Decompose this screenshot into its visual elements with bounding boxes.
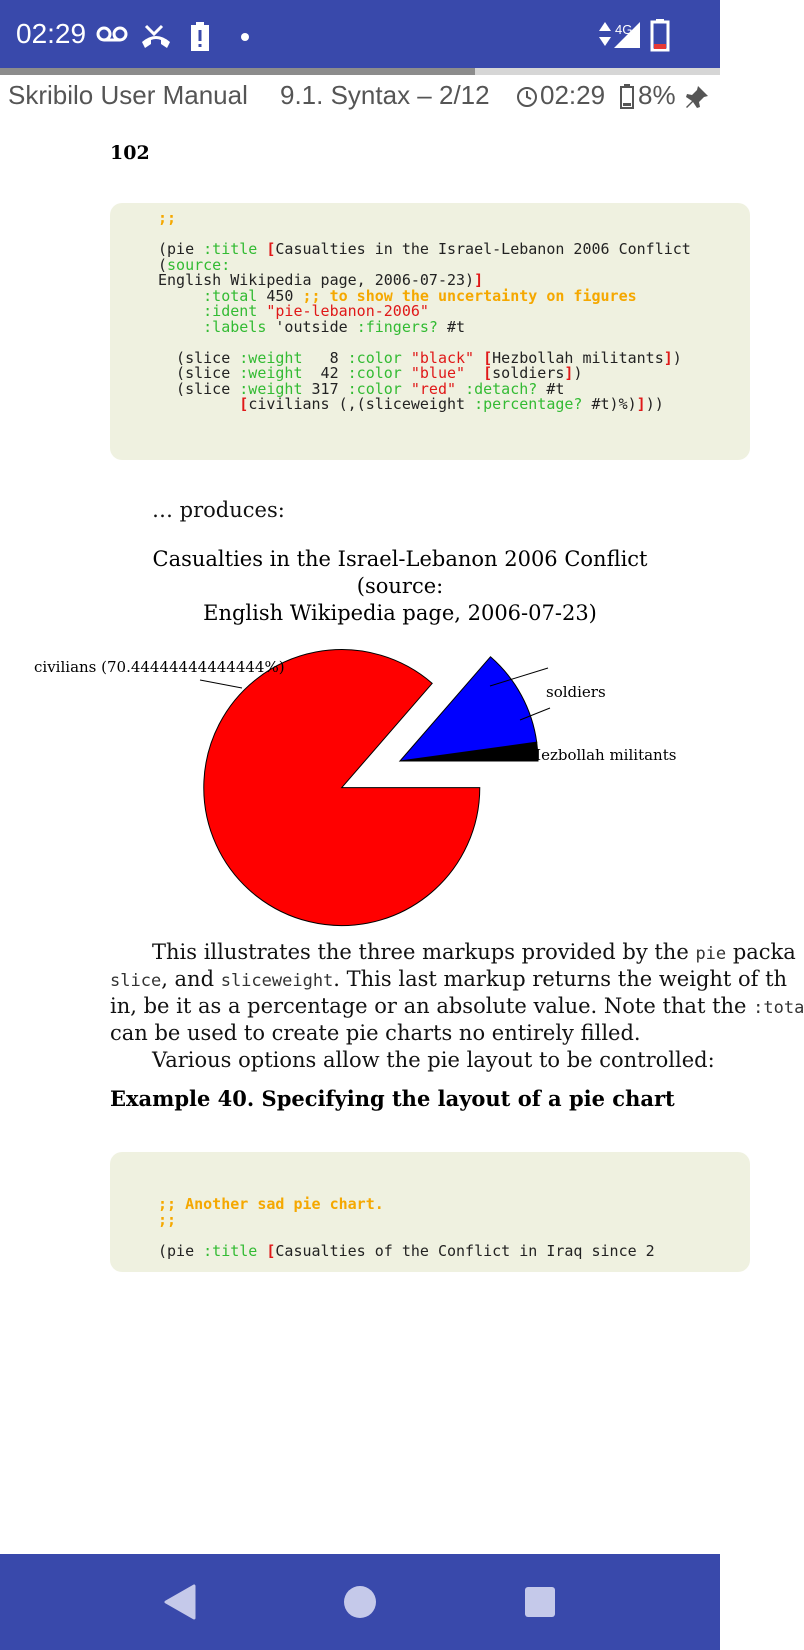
paragraph-line-4: can be used to create pie charts no entirely filled.	[110, 1021, 641, 1045]
text-run: This illustrates the three markups provided by the	[152, 940, 696, 964]
code-token: :weight	[239, 364, 303, 382]
code-token: (slice	[158, 348, 240, 367]
code-token: :percentage?	[474, 395, 583, 413]
inline-code: pie	[695, 944, 727, 964]
label-leader-line	[200, 680, 242, 688]
pie-chart	[0, 600, 720, 900]
inline-code: :tota	[753, 998, 804, 1018]
battery-small-icon	[619, 84, 635, 110]
code-token: Hezbollah militants	[492, 348, 664, 367]
paragraph-line-3	[110, 994, 804, 1018]
code-token: ;; to show the uncertainty on figures	[302, 286, 637, 305]
slice-soldiers	[400, 657, 537, 761]
code-line	[158, 397, 691, 413]
code-line	[158, 1197, 655, 1213]
text-run: , and	[161, 967, 221, 991]
signal-icon	[612, 20, 642, 50]
slice-civilians	[204, 650, 480, 926]
home-button[interactable]	[342, 1584, 378, 1620]
paragraph-line-1	[152, 940, 796, 964]
code-token: :color	[347, 364, 402, 382]
code-token: )	[672, 348, 682, 367]
chart-title-line-1: Casualties in the Israel-Lebanon 2006 Conflict (source:	[152, 547, 648, 598]
voicemail-icon	[96, 26, 128, 42]
code-token: soldiers	[492, 364, 565, 382]
code-token: English Wikipedia page, 2006-07-23)	[158, 271, 475, 289]
text-run: packa	[726, 940, 796, 964]
status-bar	[0, 0, 720, 70]
code-block-layout-example	[110, 1152, 750, 1272]
reader-clock: 02:29	[540, 80, 606, 110]
example-heading: Example 40. Specifying the layout of a pie chart	[110, 1086, 675, 1111]
code-token: source:	[167, 255, 231, 274]
code-token: :color	[347, 348, 402, 367]
text-run: . This last markup returns the weight of th	[333, 967, 788, 991]
code-token: :total	[203, 286, 258, 305]
code-token: ]	[636, 395, 646, 413]
code-token: :title	[203, 1241, 258, 1260]
code-token: )	[573, 364, 583, 382]
code-token: "black"	[410, 348, 475, 367]
code-token: ;;	[158, 209, 177, 227]
data-arrows-icon	[598, 20, 612, 48]
code-token: [	[239, 395, 249, 413]
code-token: ;; Another sad pie chart.	[158, 1195, 384, 1213]
paragraph-line-2	[110, 967, 787, 991]
battery-alert-icon	[190, 22, 212, 52]
reader-battery: 8%	[638, 80, 676, 110]
code-token: ]	[474, 271, 484, 289]
back-button[interactable]	[162, 1584, 198, 1620]
code-token: :ident	[203, 302, 258, 320]
code-token: #t)%)	[582, 395, 637, 413]
slice-label: Hezbollah militants	[528, 746, 677, 764]
code-token: ]	[564, 364, 574, 382]
code-token: (slice	[158, 364, 240, 382]
code-token: "pie-lebanon-2006"	[266, 302, 429, 320]
reader-info-bar	[0, 76, 720, 116]
produces-text: … produces:	[152, 498, 285, 522]
inline-code: sliceweight	[220, 971, 334, 991]
code-line	[158, 242, 691, 258]
missed-call-icon	[140, 22, 172, 50]
code-lines	[158, 211, 691, 413]
clock-icon	[516, 86, 538, 108]
code-token: [	[266, 240, 276, 258]
book-title: Skribilo User Manual	[8, 80, 248, 110]
code-token: #t	[537, 379, 565, 398]
chart-title-line-2: English Wikipedia page, 2006-07-23)	[203, 601, 597, 625]
reading-progress-fill	[0, 68, 475, 75]
code-token: :labels	[203, 317, 267, 336]
code-line	[158, 211, 691, 227]
code-token: civilians (,(sliceweight	[248, 395, 475, 413]
slice-label: soldiers	[546, 683, 606, 701]
slice-label: civilians (70.44444444444444%)	[34, 658, 285, 676]
code-token: "blue"	[410, 364, 466, 382]
navigation-bar	[0, 1554, 720, 1650]
paragraph-line-5: Various options allow the pie layout to be controlled:	[152, 1048, 715, 1072]
code-lines	[158, 1197, 655, 1259]
pin-icon[interactable]	[684, 84, 710, 110]
code-token: (pie	[158, 240, 204, 258]
code-token: Casualties in the Israel-Lebanon 2006 Conflict	[275, 240, 691, 258]
code-line	[158, 1210, 655, 1229]
code-token: [	[483, 364, 493, 382]
battery-icon	[650, 18, 670, 52]
code-token: 8	[302, 348, 348, 367]
code-token	[158, 395, 239, 413]
code-token: Casualties of the Conflict in Iraq since 2	[275, 1241, 655, 1260]
code-token: :color	[347, 379, 402, 398]
code-token: (pie	[158, 1241, 204, 1260]
code-token: 42	[302, 364, 348, 382]
code-token: :weight	[239, 348, 303, 367]
code-token: :title	[203, 240, 258, 258]
recents-button[interactable]	[524, 1586, 556, 1618]
code-token: ;;	[158, 1210, 177, 1229]
code-token: [	[483, 348, 493, 367]
dot-icon	[240, 32, 250, 42]
code-block-pie-example	[110, 203, 750, 460]
code-token: :weight	[239, 379, 303, 398]
code-token: ]	[663, 348, 673, 367]
code-token: [	[266, 1241, 276, 1260]
code-token: (	[158, 255, 168, 274]
code-token: ))	[645, 395, 664, 413]
code-token: 317	[302, 379, 348, 398]
inline-code: slice	[110, 971, 162, 991]
code-token: "red"	[410, 379, 457, 398]
code-line	[158, 317, 691, 336]
code-token: (slice	[158, 379, 240, 398]
network-type: 4G	[615, 22, 633, 37]
status-time: 02:29	[16, 18, 87, 49]
code-token: #t	[437, 317, 466, 336]
page-number: 102	[110, 142, 150, 164]
code-token: 450	[257, 286, 303, 305]
code-token: :fingers?	[356, 317, 438, 336]
code-line	[158, 1241, 655, 1260]
reading-progress-bar[interactable]	[0, 68, 720, 75]
code-token: :detach?	[465, 379, 538, 398]
code-token: 'outside	[266, 317, 357, 336]
text-run: in, be it as a percentage or an absolute value. Note that the	[110, 994, 754, 1018]
chapter-position: 9.1. Syntax – 2/12	[280, 80, 490, 110]
